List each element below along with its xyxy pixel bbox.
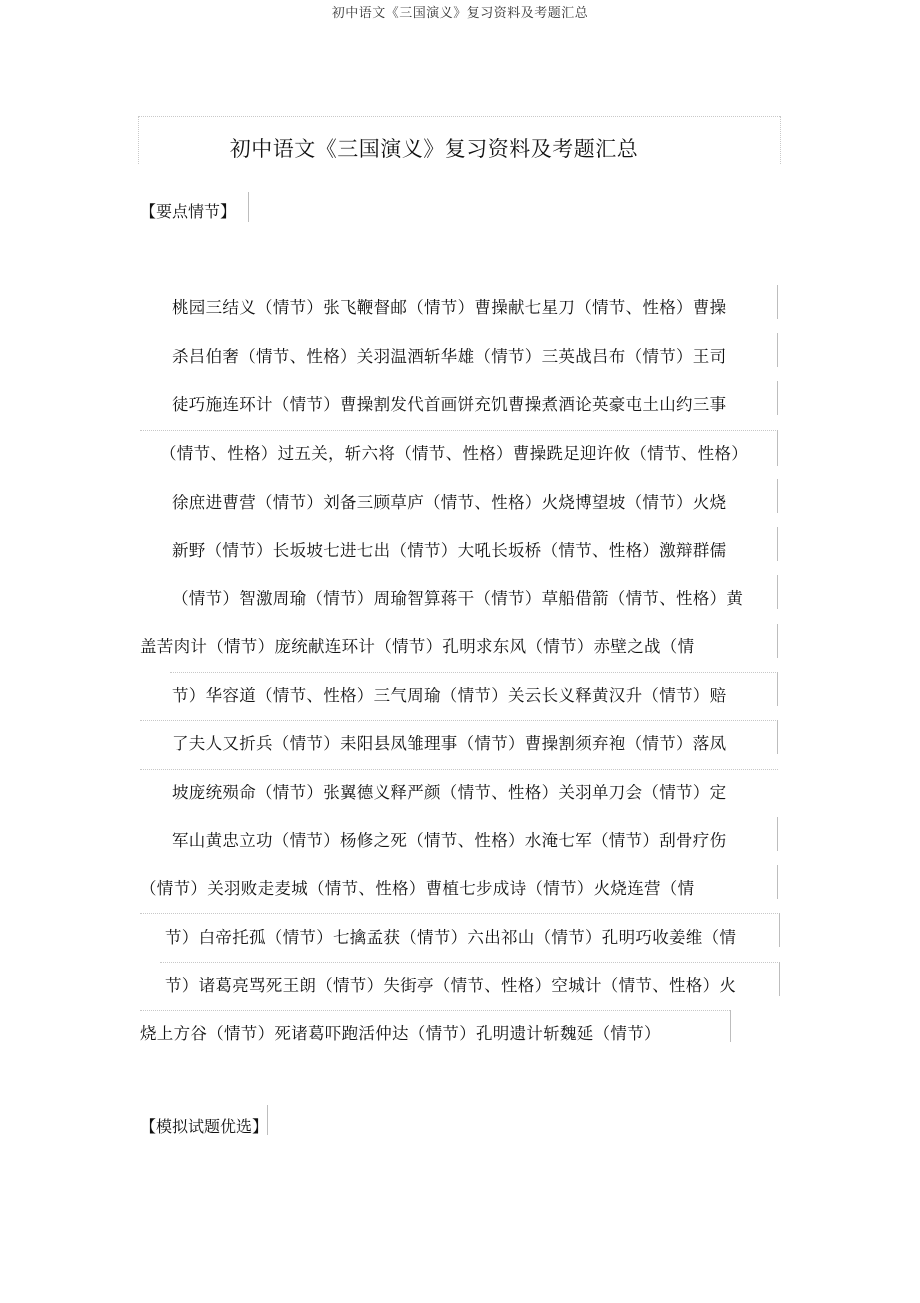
dotted-separator xyxy=(140,1010,730,1011)
dotted-separator xyxy=(140,720,778,721)
right-rule xyxy=(777,865,778,899)
body-line: 杀吕伯奢（情节、性格）关羽温酒斩华雄（情节）三英战吕布（情节）王司 xyxy=(172,347,727,366)
body-line: 桃园三结义（情节）张飞鞭督邮（情节）曹操献七星刀（情节、性格）曹操 xyxy=(172,298,727,317)
right-rule xyxy=(777,575,778,609)
right-rule xyxy=(779,913,780,947)
running-header: 初中语文《三国演义》复习资料及考题汇总 xyxy=(331,6,589,21)
body-line: （情节）关羽败走麦城（情节、性格）曹植七步成诗（情节）火烧连营（情 xyxy=(140,879,695,898)
right-rule xyxy=(730,1010,731,1042)
title-frame-top xyxy=(138,116,780,117)
body-line: 坡庞统殒命（情节）张翼德义释严颜（情节、性格）关羽单刀会（情节）定 xyxy=(172,783,727,802)
right-rule xyxy=(777,527,778,561)
body-line: 节）白帝托孤（情节）七擒孟获（情节）六出祁山（情节）孔明巧收姜维（情 xyxy=(165,928,737,947)
right-rule xyxy=(777,333,778,367)
right-rule xyxy=(777,479,778,513)
right-rule xyxy=(777,285,778,319)
body-line: 盖苦肉计（情节）庞统献连环计（情节）孔明求东风（情节）赤壁之战（情 xyxy=(140,637,695,656)
body-line: 节）华容道（情节、性格）三气周瑜（情节）关云长义释黄汉升（情节）赔 xyxy=(172,686,727,705)
body-line: 烧上方谷（情节）死诸葛吓跑活仲达（情节）孔明遗计斩魏延（情节） xyxy=(140,1024,661,1043)
right-rule xyxy=(777,720,778,754)
dotted-separator xyxy=(140,769,778,770)
right-rule xyxy=(779,962,780,996)
dotted-separator xyxy=(170,672,778,673)
body-line: 徒巧施连环计（情节）曹操割发代首画饼充饥曹操煮酒论英豪屯土山约三事 xyxy=(172,395,727,414)
right-rule xyxy=(777,430,778,466)
right-rule xyxy=(777,624,778,658)
body-line: 了夫人又折兵（情节）耒阳县凤雏理事（情节）曹操割须弃袍（情节）落凤 xyxy=(172,734,727,753)
section-key-plots: 【要点情节】 xyxy=(140,202,237,221)
dotted-separator xyxy=(140,430,778,431)
right-rule xyxy=(777,672,778,706)
section-key-plots-rule xyxy=(248,192,249,222)
body-line: 新野（情节）长坂坡七进七出（情节）大吼长坂桥（情节、性格）激辩群儒 xyxy=(172,541,727,560)
body-line: 军山黄忠立功（情节）杨修之死（情节、性格）水淹七军（情节）刮骨疗伤 xyxy=(172,831,727,850)
section-mock-exam: 【模拟试题优选】 xyxy=(140,1117,269,1136)
right-rule xyxy=(777,817,778,851)
document-title: 初中语文《三国演义》复习资料及考题汇总 xyxy=(229,137,639,161)
body-line: 徐庶进曹营（情节）刘备三顾草庐（情节、性格）火烧博望坡（情节）火烧 xyxy=(172,493,727,512)
body-line: （情节、性格）过五关，斩六将（情节、性格）曹操跣足迎许攸（情节、性格） xyxy=(160,444,748,463)
body-line: 节）诸葛亮骂死王朗（情节）失街亭（情节、性格）空城计（情节、性格）火 xyxy=(165,976,737,995)
right-rule xyxy=(777,381,778,415)
dotted-separator xyxy=(140,913,780,914)
section-mock-exam-rule xyxy=(267,1105,268,1135)
body-line: （情节）智激周瑜（情节）周瑜智算蒋干（情节）草船借箭（情节、性格）黄 xyxy=(172,589,744,608)
dotted-separator xyxy=(160,962,780,963)
